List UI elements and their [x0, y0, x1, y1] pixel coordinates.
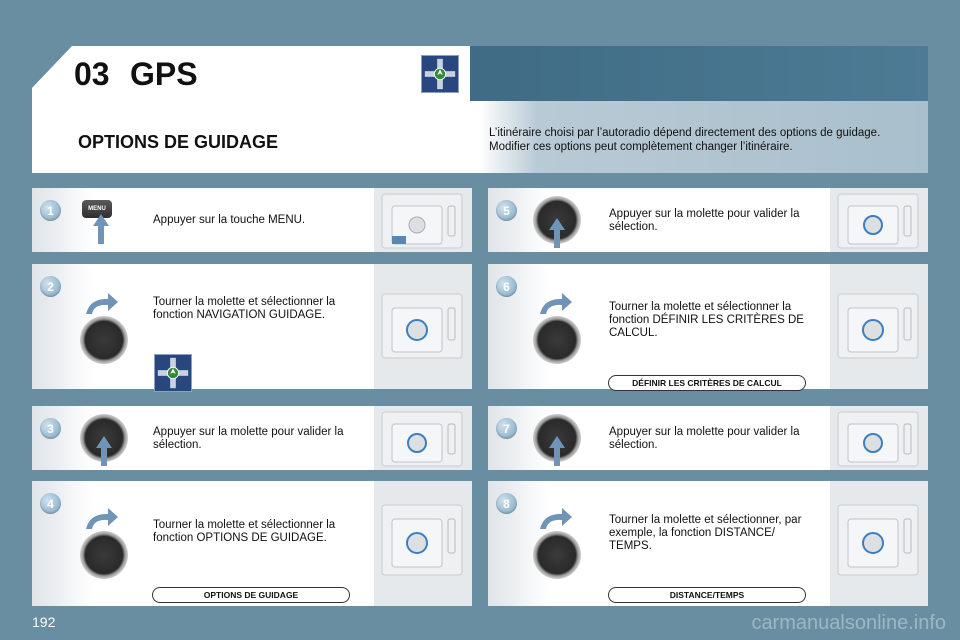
step-text: Tourner la molette et sélectionner la fonction OPTIONS DE GUIDAGE.	[153, 519, 336, 544]
watermark: carmanualsonline.info	[751, 612, 946, 634]
rotary-knob-icon	[533, 531, 581, 579]
radio-unit-icon	[374, 188, 472, 252]
header-decor-bar	[470, 46, 928, 101]
section-title: OPTIONS DE GUIDAGE	[78, 132, 279, 152]
chapter-title: GPS	[130, 56, 198, 92]
page-number: 192	[32, 614, 56, 630]
menu-option-pill: OPTIONS DE GUIDAGE	[152, 587, 350, 603]
intro-text	[489, 126, 929, 154]
gps-crosshair-icon	[154, 354, 192, 392]
step-3-panel	[32, 406, 472, 470]
step-text: Appuyer sur la molette pour valider la sélection.	[609, 426, 800, 451]
step-badge: 5	[496, 200, 517, 221]
step-text: Tourner la molette et sélectionner, par exemple, la fonction DISTANCE/ TEMPS.	[609, 514, 802, 552]
intro-line-2: Modifier ces options peut complètement changer l’itinéraire.	[489, 141, 793, 153]
rotary-knob-icon	[533, 316, 581, 364]
step-badge: 7	[496, 418, 517, 439]
gps-crosshair-icon	[421, 55, 459, 93]
step-badge: 2	[40, 276, 61, 297]
step-1-panel	[32, 188, 472, 252]
radio-unit-icon	[830, 188, 928, 252]
press-arrow-icon	[96, 436, 112, 466]
chapter-number: 03	[74, 56, 110, 92]
step-badge: 6	[496, 276, 517, 297]
radio-unit-icon	[374, 406, 472, 470]
press-arrow-icon	[549, 218, 565, 248]
step-text: Appuyer sur la molette pour valider la sélection.	[153, 426, 344, 451]
menu-option-pill: DISTANCE/TEMPS	[608, 587, 806, 603]
radio-unit-icon	[374, 481, 472, 606]
rotate-arrow-icon	[538, 507, 572, 531]
step-badge: 3	[40, 418, 61, 439]
step-text: Tourner la molette et sélectionner la fonction DÉFINIR LES CRITÈRES DE CALCUL.	[609, 301, 804, 339]
step-badge: 1	[40, 200, 61, 221]
radio-unit-icon	[830, 481, 928, 606]
press-arrow-icon	[549, 436, 565, 466]
rotate-arrow-icon	[538, 292, 572, 316]
step-4-panel	[32, 481, 472, 606]
step-7-panel	[488, 406, 928, 470]
rotary-knob-icon	[80, 316, 128, 364]
step-badge: 4	[40, 493, 61, 514]
rotary-knob-icon	[80, 531, 128, 579]
radio-unit-icon	[830, 406, 928, 470]
rotate-arrow-icon	[84, 292, 118, 316]
rotate-arrow-icon	[84, 507, 118, 531]
radio-unit-icon	[374, 264, 472, 389]
step-5-panel	[488, 188, 928, 252]
step-badge: 8	[496, 493, 517, 514]
radio-unit-icon	[830, 264, 928, 389]
step-8-panel	[488, 481, 928, 606]
step-text: Appuyer sur la molette pour valider la sélection.	[609, 208, 800, 233]
step-text: Appuyer sur la touche MENU.	[153, 214, 306, 226]
press-arrow-icon	[93, 214, 109, 244]
menu-option-pill: DÉFINIR LES CRITÈRES DE CALCUL	[608, 375, 806, 391]
step-2-panel	[32, 264, 472, 389]
menu-key-icon: MENU	[82, 200, 112, 218]
step-6-panel	[488, 264, 928, 389]
step-text: Tourner la molette et sélectionner la fonction NAVIGATION GUIDAGE.	[153, 296, 336, 321]
intro-line-1: L’itinéraire choisi par l’autoradio dépend directement des options de guidage.	[489, 127, 881, 139]
